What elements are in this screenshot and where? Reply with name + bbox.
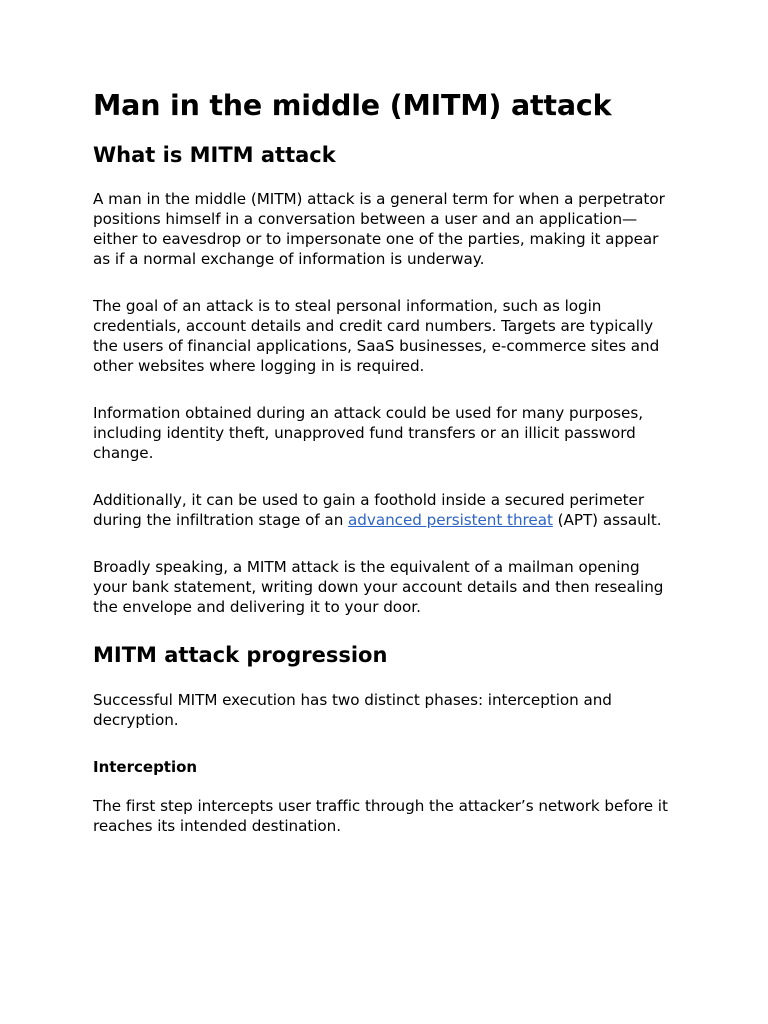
subheading-interception: Interception — [93, 758, 198, 776]
paragraph-apt-text-before: Additionally, it can be used to gain a foothold inside a secured perimeter during the infiltration stage of an — [93, 491, 645, 529]
section-heading-what-is-mitm: What is MITM attack — [93, 143, 336, 167]
section-heading-progression: MITM attack progression — [93, 643, 388, 667]
paragraph-apt — [93, 490, 678, 530]
paragraph-goal: The goal of an attack is to steal personal information, such as login credentials, account details and credit card numbers. Targets are typically the users of financial applications, SaaS businesses, e-commerce sites and other websites where logging in is required. — [93, 297, 660, 375]
paragraph-definition: A man in the middle (MITM) attack is a general term for when a perpetrator positions himself in a conversation between a user and an application—either to eavesdrop or to impersonate one of the parties, making it appear as if a normal exchange of information is underway. — [93, 190, 665, 268]
document-title: Man in the middle (MITM) attack — [93, 89, 612, 122]
document-page — [93, 84, 678, 836]
paragraph-uses: Information obtained during an attack could be used for many purposes, including identity theft, unapproved fund transfers or an illicit password change. — [93, 404, 643, 462]
apt-link[interactable]: advanced persistent threat — [348, 511, 553, 529]
paragraph-apt-text-after: (APT) assault. — [552, 511, 662, 529]
paragraph-phases: Successful MITM execution has two distinct phases: interception and decryption. — [93, 691, 612, 729]
paragraph-analogy: Broadly speaking, a MITM attack is the equivalent of a mailman opening your bank statement, writing down your account details and then resealing the envelope and delivering it to your door. — [93, 558, 664, 616]
paragraph-interception: The first step intercepts user traffic through the attacker’s network before it reaches its intended destination. — [93, 797, 668, 835]
